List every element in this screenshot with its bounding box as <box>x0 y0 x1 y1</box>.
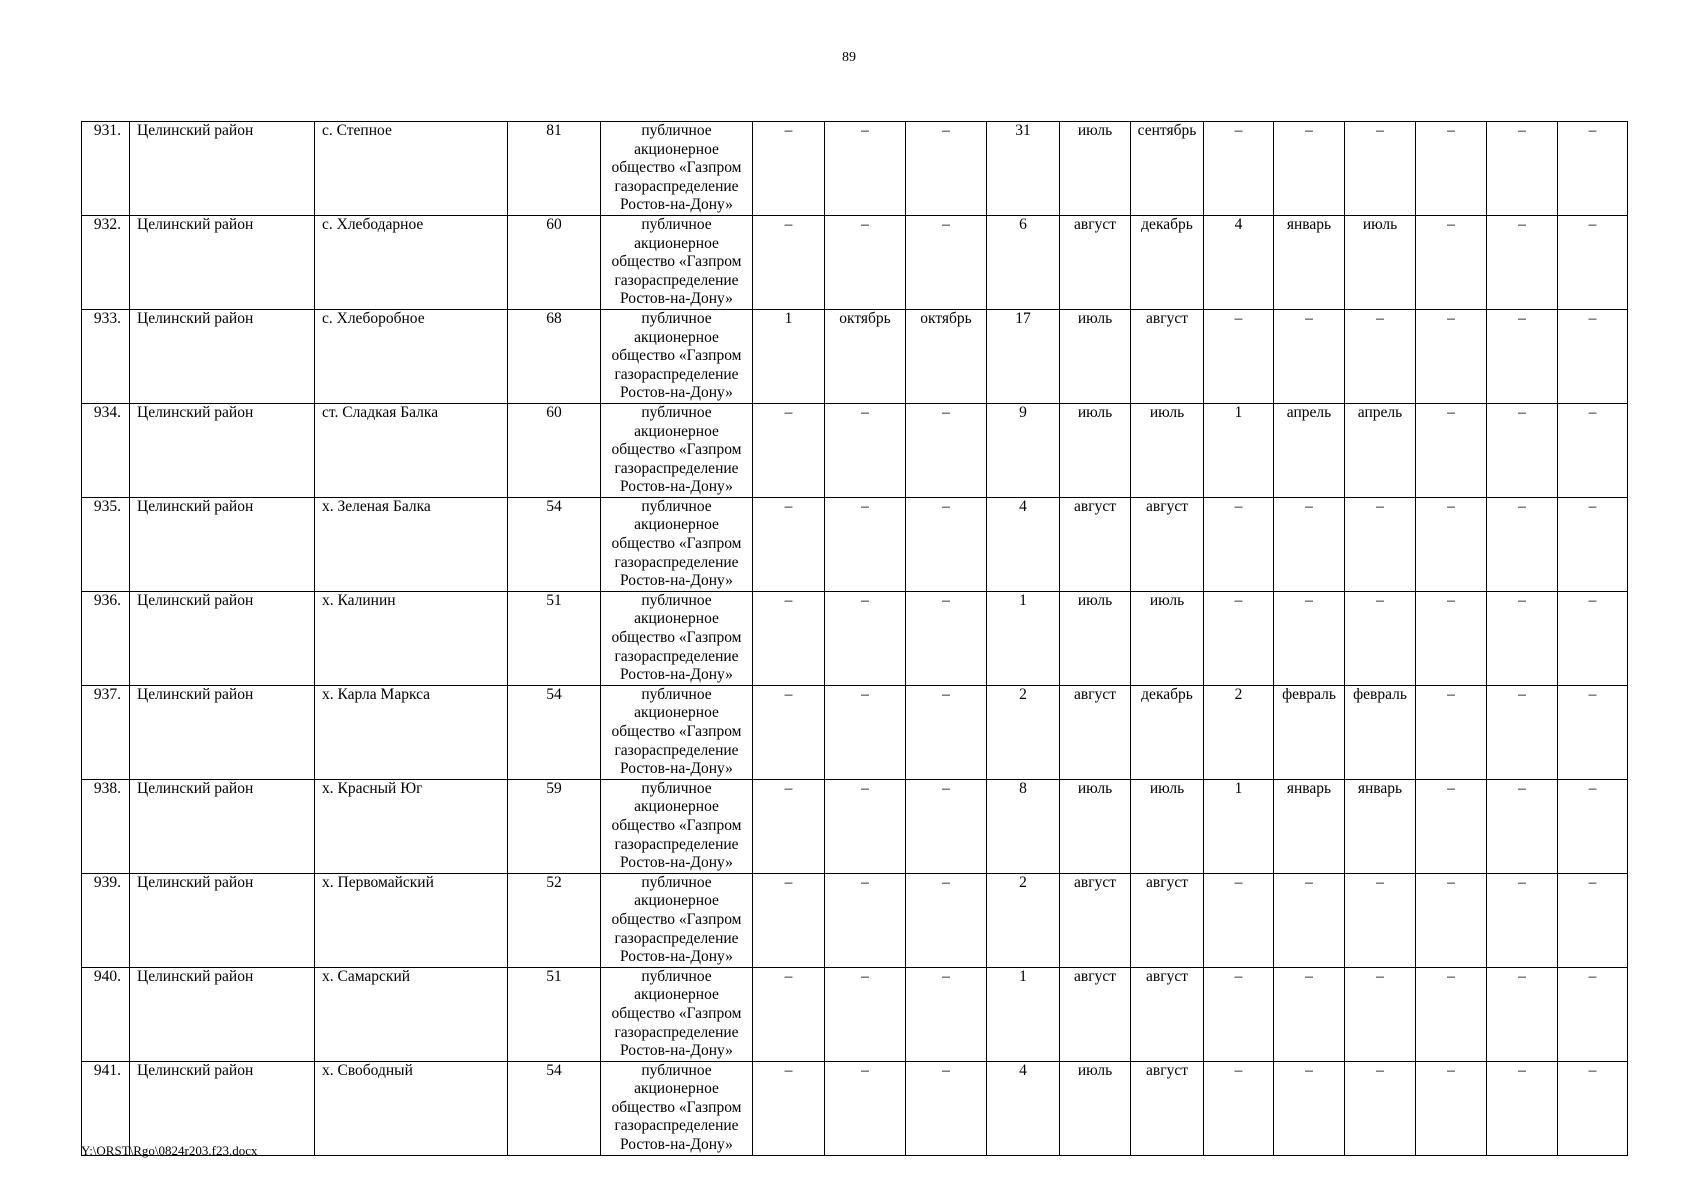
settlement-cell: х. Зеленая Балка <box>315 497 508 591</box>
organization-cell <box>601 403 753 497</box>
organization-line: акционерное <box>634 610 719 628</box>
data-cell: – <box>1274 967 1345 1061</box>
data-cell: август <box>1060 873 1131 967</box>
organization-line: Ростов-на-Дону» <box>620 290 733 308</box>
district-cell: Целинский район <box>130 873 315 967</box>
data-cell: 2 <box>1204 685 1274 779</box>
data-cell: октябрь <box>906 309 987 403</box>
organization-line: акционерное <box>634 1080 719 1098</box>
organization-line: общество «Газпром <box>611 535 742 553</box>
data-cell: – <box>825 779 906 873</box>
data-cell: – <box>1416 967 1487 1061</box>
table-row <box>82 873 1628 967</box>
data-cell: июль <box>1131 779 1204 873</box>
data-cell: – <box>906 591 987 685</box>
organization-line: акционерное <box>634 986 719 1004</box>
row-number: 938. <box>82 779 130 873</box>
organization-line: акционерное <box>634 140 719 158</box>
organization-line: публичное <box>641 779 712 797</box>
data-cell: – <box>1274 591 1345 685</box>
settlement-cell: х. Красный Юг <box>315 779 508 873</box>
data-cell: июль <box>1060 1061 1131 1155</box>
value-cell: 52 <box>508 873 601 967</box>
table-row <box>82 497 1628 591</box>
data-cell: февраль <box>1274 685 1345 779</box>
data-cell: – <box>753 873 825 967</box>
data-cell: – <box>825 685 906 779</box>
district-cell: Целинский район <box>130 309 315 403</box>
data-cell: июль <box>1131 591 1204 685</box>
row-number: 939. <box>82 873 130 967</box>
row-number: 937. <box>82 685 130 779</box>
organization-line: общество «Газпром <box>611 347 742 365</box>
data-cell: – <box>1487 1061 1558 1155</box>
data-cell: июль <box>1060 591 1131 685</box>
data-cell: – <box>1345 967 1416 1061</box>
organization-cell <box>601 1061 753 1155</box>
data-cell: – <box>753 215 825 309</box>
data-cell: – <box>1558 215 1628 309</box>
district-cell: Целинский район <box>130 1061 315 1155</box>
data-cell: – <box>825 967 906 1061</box>
row-number: 936. <box>82 591 130 685</box>
data-cell: – <box>1416 122 1487 216</box>
table-row <box>82 685 1628 779</box>
organization-line: Ростов-на-Дону» <box>620 854 733 872</box>
district-cell: Целинский район <box>130 215 315 309</box>
data-cell: июль <box>1345 215 1416 309</box>
data-cell: август <box>1060 497 1131 591</box>
settlement-cell: с. Степное <box>315 122 508 216</box>
organization-cell <box>601 685 753 779</box>
data-cell: – <box>825 215 906 309</box>
organization-line: общество «Газпром <box>611 159 742 177</box>
data-cell: июль <box>1060 779 1131 873</box>
data-cell: – <box>825 873 906 967</box>
district-cell: Целинский район <box>130 403 315 497</box>
value-cell: 54 <box>508 497 601 591</box>
data-cell: – <box>825 497 906 591</box>
data-cell: декабрь <box>1131 215 1204 309</box>
organization-line: газораспределение <box>614 1117 739 1135</box>
data-cell: – <box>906 497 987 591</box>
organization-line: акционерное <box>634 516 719 534</box>
value-cell: 60 <box>508 403 601 497</box>
organization-line: Ростов-на-Дону» <box>620 1042 733 1060</box>
data-cell: апрель <box>1274 403 1345 497</box>
data-cell: – <box>1274 873 1345 967</box>
table-row <box>82 591 1628 685</box>
data-cell: – <box>1558 309 1628 403</box>
organization-line: общество «Газпром <box>611 910 742 928</box>
data-cell: – <box>1345 309 1416 403</box>
settlement-cell: с. Хлеборобное <box>315 309 508 403</box>
organization-line: публичное <box>641 309 712 327</box>
row-number: 931. <box>82 122 130 216</box>
data-cell: август <box>1131 497 1204 591</box>
data-cell: – <box>906 122 987 216</box>
data-cell: – <box>1558 873 1628 967</box>
organization-line: газораспределение <box>614 365 739 383</box>
settlement-cell: с. Хлебодарное <box>315 215 508 309</box>
organization-line: Ростов-на-Дону» <box>620 760 733 778</box>
data-cell: – <box>1274 1061 1345 1155</box>
data-cell: 1 <box>753 309 825 403</box>
data-cell: – <box>1204 967 1274 1061</box>
data-cell: 4 <box>987 497 1060 591</box>
data-cell: февраль <box>1345 685 1416 779</box>
organization-line: акционерное <box>634 798 719 816</box>
data-cell: 2 <box>987 873 1060 967</box>
settlement-cell: ст. Сладкая Балка <box>315 403 508 497</box>
organization-line: публичное <box>641 591 712 609</box>
table-row <box>82 215 1628 309</box>
organization-line: акционерное <box>634 234 719 252</box>
organization-line: акционерное <box>634 422 719 440</box>
organization-cell <box>601 309 753 403</box>
data-cell: – <box>825 1061 906 1155</box>
organization-line: Ростов-на-Дону» <box>620 666 733 684</box>
value-cell: 54 <box>508 1061 601 1155</box>
table-row <box>82 1061 1628 1155</box>
data-cell: – <box>753 122 825 216</box>
organization-line: акционерное <box>634 328 719 346</box>
data-cell: – <box>906 873 987 967</box>
organization-line: общество «Газпром <box>611 816 742 834</box>
value-cell: 81 <box>508 122 601 216</box>
settlement-cell: х. Первомайский <box>315 873 508 967</box>
value-cell: 54 <box>508 685 601 779</box>
data-cell: 1 <box>1204 779 1274 873</box>
data-cell: – <box>1345 873 1416 967</box>
data-cell: 1 <box>987 591 1060 685</box>
settlement-cell: х. Самарский <box>315 967 508 1061</box>
data-cell: – <box>825 591 906 685</box>
organization-line: публичное <box>641 497 712 515</box>
organization-line: общество «Газпром <box>611 1098 742 1116</box>
data-cell: декабрь <box>1131 685 1204 779</box>
data-cell: – <box>753 685 825 779</box>
organization-line: газораспределение <box>614 553 739 571</box>
data-cell: 17 <box>987 309 1060 403</box>
data-cell: апрель <box>1345 403 1416 497</box>
data-cell: – <box>1416 873 1487 967</box>
data-cell: – <box>1487 873 1558 967</box>
data-cell: – <box>906 967 987 1061</box>
data-cell: 2 <box>987 685 1060 779</box>
value-cell: 51 <box>508 967 601 1061</box>
organization-line: Ростов-на-Дону» <box>620 196 733 214</box>
data-cell: август <box>1060 685 1131 779</box>
data-cell: июль <box>1060 309 1131 403</box>
table-row <box>82 309 1628 403</box>
data-cell: – <box>753 591 825 685</box>
data-cell: август <box>1060 967 1131 1061</box>
table-row <box>82 403 1628 497</box>
row-number: 941. <box>82 1061 130 1155</box>
data-cell: – <box>1345 122 1416 216</box>
data-cell: – <box>1558 1061 1628 1155</box>
data-cell: – <box>1558 497 1628 591</box>
data-cell: – <box>1416 497 1487 591</box>
organization-cell <box>601 497 753 591</box>
data-cell: – <box>1274 309 1345 403</box>
data-cell: июль <box>1060 403 1131 497</box>
organization-line: публичное <box>641 403 712 421</box>
data-cell: – <box>1274 122 1345 216</box>
data-cell: август <box>1060 215 1131 309</box>
data-cell: – <box>1487 779 1558 873</box>
data-cell: – <box>1558 122 1628 216</box>
data-cell: – <box>1345 1061 1416 1155</box>
organization-line: газораспределение <box>614 459 739 477</box>
data-cell: июль <box>1131 403 1204 497</box>
organization-cell <box>601 215 753 309</box>
organization-cell <box>601 967 753 1061</box>
data-cell: – <box>1487 122 1558 216</box>
data-cell: – <box>753 967 825 1061</box>
organization-line: Ростов-на-Дону» <box>620 1136 733 1154</box>
organization-line: акционерное <box>634 704 719 722</box>
value-cell: 68 <box>508 309 601 403</box>
organization-line: газораспределение <box>614 271 739 289</box>
data-table <box>81 121 1628 1156</box>
organization-cell <box>601 122 753 216</box>
organization-line: публичное <box>641 873 712 891</box>
row-number: 933. <box>82 309 130 403</box>
data-cell: – <box>1416 591 1487 685</box>
organization-cell <box>601 779 753 873</box>
data-cell: январь <box>1274 215 1345 309</box>
district-cell: Целинский район <box>130 967 315 1061</box>
district-cell: Целинский район <box>130 779 315 873</box>
row-number: 935. <box>82 497 130 591</box>
data-cell: – <box>906 1061 987 1155</box>
value-cell: 51 <box>508 591 601 685</box>
settlement-cell: х. Карла Маркса <box>315 685 508 779</box>
data-cell: – <box>1487 403 1558 497</box>
data-cell: 8 <box>987 779 1060 873</box>
organization-line: публичное <box>641 1061 712 1079</box>
data-cell: 1 <box>987 967 1060 1061</box>
data-cell: – <box>825 122 906 216</box>
data-cell: – <box>1558 779 1628 873</box>
organization-line: газораспределение <box>614 177 739 195</box>
organization-line: общество «Газпром <box>611 629 742 647</box>
data-cell: – <box>1487 591 1558 685</box>
district-cell: Целинский район <box>130 685 315 779</box>
district-cell: Целинский район <box>130 591 315 685</box>
data-cell: – <box>906 779 987 873</box>
data-cell: – <box>1487 215 1558 309</box>
organization-line: Ростов-на-Дону» <box>620 384 733 402</box>
table-row <box>82 122 1628 216</box>
data-cell: – <box>906 403 987 497</box>
district-cell: Целинский район <box>130 122 315 216</box>
organization-line: Ростов-на-Дону» <box>620 478 733 496</box>
organization-line: публичное <box>641 685 712 703</box>
page-number: 89 <box>842 50 856 65</box>
organization-line: газораспределение <box>614 929 739 947</box>
data-cell: – <box>1204 309 1274 403</box>
data-cell: – <box>1345 591 1416 685</box>
data-cell: – <box>1204 497 1274 591</box>
data-cell: – <box>753 403 825 497</box>
data-cell: – <box>1204 591 1274 685</box>
data-cell: июль <box>1060 122 1131 216</box>
organization-line: газораспределение <box>614 1023 739 1041</box>
data-cell: – <box>1487 309 1558 403</box>
data-cell: – <box>1204 873 1274 967</box>
settlement-cell: х. Свободный <box>315 1061 508 1155</box>
organization-line: публичное <box>641 215 712 233</box>
row-number: 934. <box>82 403 130 497</box>
table-row <box>82 967 1628 1061</box>
organization-line: публичное <box>641 122 712 139</box>
value-cell: 60 <box>508 215 601 309</box>
data-cell: 9 <box>987 403 1060 497</box>
data-cell: – <box>1416 215 1487 309</box>
data-cell: 1 <box>1204 403 1274 497</box>
footer-file-path: Y:\ORST\Rgo\0824r203.f23.docx <box>81 1143 258 1158</box>
data-cell: сентябрь <box>1131 122 1204 216</box>
data-cell: – <box>1416 309 1487 403</box>
organization-line: публичное <box>641 967 712 985</box>
organization-cell <box>601 591 753 685</box>
data-cell: – <box>753 779 825 873</box>
data-cell: – <box>1416 779 1487 873</box>
data-cell: январь <box>1345 779 1416 873</box>
data-cell: – <box>1558 685 1628 779</box>
data-cell: август <box>1131 309 1204 403</box>
data-cell: – <box>1345 497 1416 591</box>
organization-line: акционерное <box>634 892 719 910</box>
data-cell: – <box>825 403 906 497</box>
table-body <box>82 122 1628 1156</box>
data-cell: август <box>1131 873 1204 967</box>
data-cell: 31 <box>987 122 1060 216</box>
data-cell: – <box>1416 403 1487 497</box>
data-cell: 6 <box>987 215 1060 309</box>
value-cell: 59 <box>508 779 601 873</box>
organization-line: общество «Газпром <box>611 1004 742 1022</box>
organization-line: газораспределение <box>614 741 739 759</box>
row-number: 932. <box>82 215 130 309</box>
data-cell: – <box>1204 122 1274 216</box>
data-cell: – <box>1558 591 1628 685</box>
organization-line: общество «Газпром <box>611 253 742 271</box>
data-cell: – <box>753 1061 825 1155</box>
district-cell: Целинский район <box>130 497 315 591</box>
data-cell: – <box>1416 685 1487 779</box>
organization-line: Ростов-на-Дону» <box>620 572 733 590</box>
data-cell: август <box>1131 967 1204 1061</box>
data-cell: – <box>906 685 987 779</box>
organization-line: газораспределение <box>614 835 739 853</box>
data-cell: – <box>906 215 987 309</box>
data-cell: – <box>1204 1061 1274 1155</box>
organization-line: общество «Газпром <box>611 723 742 740</box>
organization-cell <box>601 873 753 967</box>
data-cell: – <box>1487 967 1558 1061</box>
data-cell: – <box>1487 497 1558 591</box>
data-cell: – <box>753 497 825 591</box>
data-cell: – <box>1487 685 1558 779</box>
table-row <box>82 779 1628 873</box>
organization-line: Ростов-на-Дону» <box>620 948 733 966</box>
organization-line: общество «Газпром <box>611 441 742 459</box>
row-number: 940. <box>82 967 130 1061</box>
settlement-cell: х. Калинин <box>315 591 508 685</box>
data-cell: 4 <box>987 1061 1060 1155</box>
data-cell: октябрь <box>825 309 906 403</box>
data-cell: – <box>1274 497 1345 591</box>
data-cell: – <box>1416 1061 1487 1155</box>
organization-line: газораспределение <box>614 647 739 665</box>
data-cell: 4 <box>1204 215 1274 309</box>
data-cell: август <box>1131 1061 1204 1155</box>
data-cell: – <box>1558 403 1628 497</box>
data-cell: январь <box>1274 779 1345 873</box>
data-cell: – <box>1558 967 1628 1061</box>
